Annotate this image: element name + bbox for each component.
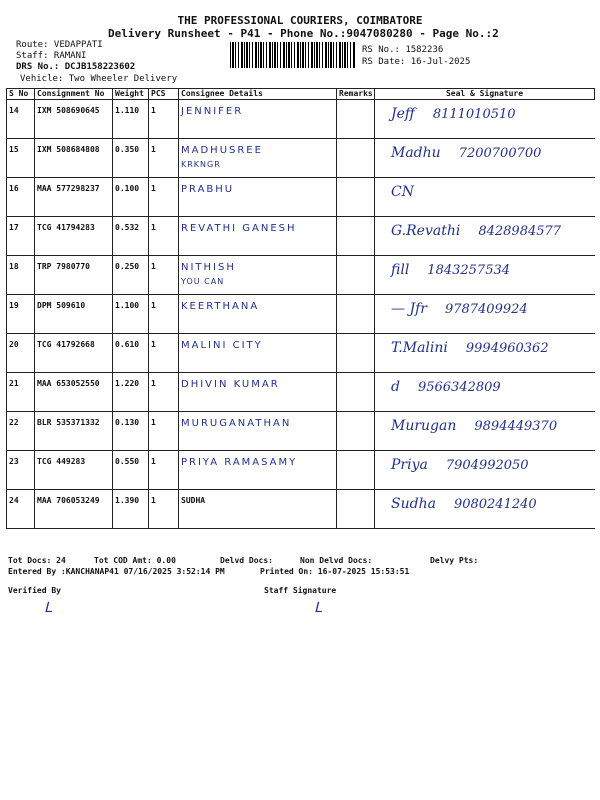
handwritten-signature: Sudha [391,496,436,512]
staff-signature-mark: ᒪ [314,600,322,616]
row-sno: 20 [7,334,35,373]
row-weight: 0.130 [113,412,149,451]
consignee-name: MALINI CITY [181,340,263,351]
rs-date: RS Date: 16-Jul-2025 [362,57,471,67]
handwritten-signature: Priya [391,457,428,473]
row-sno: 22 [7,412,35,451]
handwritten-signature: Madhu [391,145,441,161]
row-consignee [179,451,337,490]
staff-label: Staff: RAMANI [16,51,87,61]
table-row [7,217,595,256]
row-weight: 0.532 [113,217,149,256]
runsheet-subtitle: Delivery Runsheet - P41 - Phone No.:9047080280 - Page No.:2 [108,27,499,40]
non-delivered-docs: Non Delvd Docs: [300,556,373,565]
route-label: Route: VEDAPPATI [16,40,103,50]
row-remarks [337,100,375,139]
row-pcs: 1 [149,256,179,295]
table-row [7,451,595,490]
table-row [7,139,595,178]
row-consignment-no: BLR 535371332 [35,412,113,451]
row-consignment-no: TCG 41794283 [35,217,113,256]
document-title: THE PROFESSIONAL COURIERS, COIMBATORE [177,14,423,27]
consignee-name: REVATHI GANESH [181,223,297,234]
drs-number: DRS No.: DCJB158223602 [16,62,136,72]
consignee-name: KEERTHANA [181,301,260,312]
consignee-name: JENNIFER [181,106,244,117]
row-consignment-no: MAA 577298237 [35,178,113,217]
table-row [7,373,595,412]
consignee-name: MADHUSREE [181,145,263,156]
row-pcs: 1 [149,295,179,334]
row-consignee [179,412,337,451]
row-sno: 17 [7,217,35,256]
row-signature [375,178,595,217]
total-docs: Tot Docs: 24 [8,556,66,565]
row-remarks [337,334,375,373]
col-weight: Weight [113,89,149,100]
row-sno: 19 [7,295,35,334]
row-signature [375,256,595,295]
row-weight: 1.100 [113,295,149,334]
consignee-name: SUDHA [181,496,206,505]
col-pcs: PCS [149,89,179,100]
consignee-extra: KRKNGR [181,160,221,169]
col-signature: Seal & Signature [375,89,595,100]
row-remarks [337,139,375,178]
row-remarks [337,295,375,334]
row-pcs: 1 [149,100,179,139]
row-consignee [179,334,337,373]
row-signature [375,139,595,178]
row-weight: 1.110 [113,100,149,139]
table-row [7,295,595,334]
row-weight: 0.610 [113,334,149,373]
row-sno: 21 [7,373,35,412]
row-consignment-no: IXM 508690645 [35,100,113,139]
row-signature [375,217,595,256]
row-consignee [179,490,337,529]
row-remarks [337,412,375,451]
consignee-extra: YOU CAN [181,277,225,286]
row-weight: 0.100 [113,178,149,217]
row-consignee [179,256,337,295]
table-row [7,334,595,373]
handwritten-signature: Murugan [391,418,457,434]
row-signature [375,412,595,451]
table-row [7,256,595,295]
row-remarks [337,451,375,490]
handwritten-signature: CN [391,184,414,200]
handwritten-phone: 1843257534 [427,263,511,278]
row-remarks [337,178,375,217]
consignee-name: MURUGANATHAN [181,418,292,429]
delivered-docs: Delvd Docs: [220,556,273,565]
row-signature [375,451,595,490]
row-consignment-no: TCG 41792668 [35,334,113,373]
rs-number: RS No.: 1582236 [362,45,444,55]
row-weight: 1.390 [113,490,149,529]
verified-signature-mark: ᒪ [44,600,52,616]
vehicle-label: Vehicle: Two Wheeler Delivery [20,74,178,84]
handwritten-signature: G.Revathi [391,223,461,239]
table-header-row [7,89,595,100]
col-remarks: Remarks [337,89,375,100]
row-weight: 0.350 [113,139,149,178]
row-consignee [179,139,337,178]
handwritten-phone: 7200700700 [458,146,542,161]
row-consignment-no: IXM 508684808 [35,139,113,178]
handwritten-signature: d [391,379,400,395]
row-pcs: 1 [149,412,179,451]
handwritten-phone: 9787409924 [444,302,528,317]
row-weight: 1.220 [113,373,149,412]
consignee-name: PRABHU [181,184,235,195]
col-sno: S No [7,89,35,100]
col-consignment: Consignment No [35,89,113,100]
total-cod-amount: Tot COD Amt: 0.00 [94,556,176,565]
handwritten-phone: 8428984577 [478,224,562,239]
row-pcs: 1 [149,334,179,373]
row-sno: 16 [7,178,35,217]
handwritten-phone: 9894449370 [474,419,558,434]
delivery-points: Delvy Pts: [430,556,479,565]
row-signature [375,490,595,529]
verified-by-label: Verified By [8,586,61,595]
row-consignment-no: MAA 706053249 [35,490,113,529]
row-sno: 23 [7,451,35,490]
handwritten-signature: Jeff [391,106,415,122]
consignee-name: PRIYA RAMASAMY [181,457,298,468]
handwritten-signature: T.Malini [391,340,448,356]
table-row [7,178,595,217]
row-pcs: 1 [149,451,179,490]
row-pcs: 1 [149,217,179,256]
row-sno: 18 [7,256,35,295]
row-consignment-no: MAA 653052550 [35,373,113,412]
printed-on: Printed On: 16-07-2025 15:53:51 [260,567,410,576]
handwritten-signature: — Jfr [391,301,427,317]
row-signature [375,373,595,412]
barcode [230,42,356,68]
row-weight: 0.550 [113,451,149,490]
row-remarks [337,373,375,412]
row-signature [375,334,595,373]
consignee-name: NITHISH [181,262,236,273]
row-sno: 15 [7,139,35,178]
runsheet-table [6,88,595,529]
row-remarks [337,256,375,295]
handwritten-signature: fill [391,262,410,278]
row-pcs: 1 [149,490,179,529]
row-weight: 0.250 [113,256,149,295]
table-row [7,100,595,139]
row-signature [375,100,595,139]
row-sno: 24 [7,490,35,529]
row-consignee [179,373,337,412]
row-pcs: 1 [149,139,179,178]
row-signature [375,295,595,334]
row-remarks [337,490,375,529]
row-consignee [179,295,337,334]
row-pcs: 1 [149,178,179,217]
entered-by: Entered By :KANCHANAP41 07/16/2025 3:52:14 PM [8,567,225,576]
consignee-name: DHIVIN KUMAR [181,379,280,390]
row-consignment-no: TRP 7980770 [35,256,113,295]
table-row [7,412,595,451]
row-consignee [179,217,337,256]
handwritten-phone: 9566342809 [417,380,501,395]
handwritten-phone: 9994960362 [465,341,549,356]
table-row [7,490,595,529]
row-consignee [179,178,337,217]
handwritten-phone: 7904992050 [445,458,529,473]
row-sno: 14 [7,100,35,139]
row-pcs: 1 [149,373,179,412]
row-consignment-no: TCG 449283 [35,451,113,490]
handwritten-phone: 9080241240 [453,497,537,512]
row-consignment-no: DPM 509610 [35,295,113,334]
col-consignee: Consignee Details [179,89,337,100]
handwritten-phone: 8111010510 [432,107,516,122]
row-remarks [337,217,375,256]
row-consignee [179,100,337,139]
staff-signature-label: Staff Signature [264,586,337,595]
